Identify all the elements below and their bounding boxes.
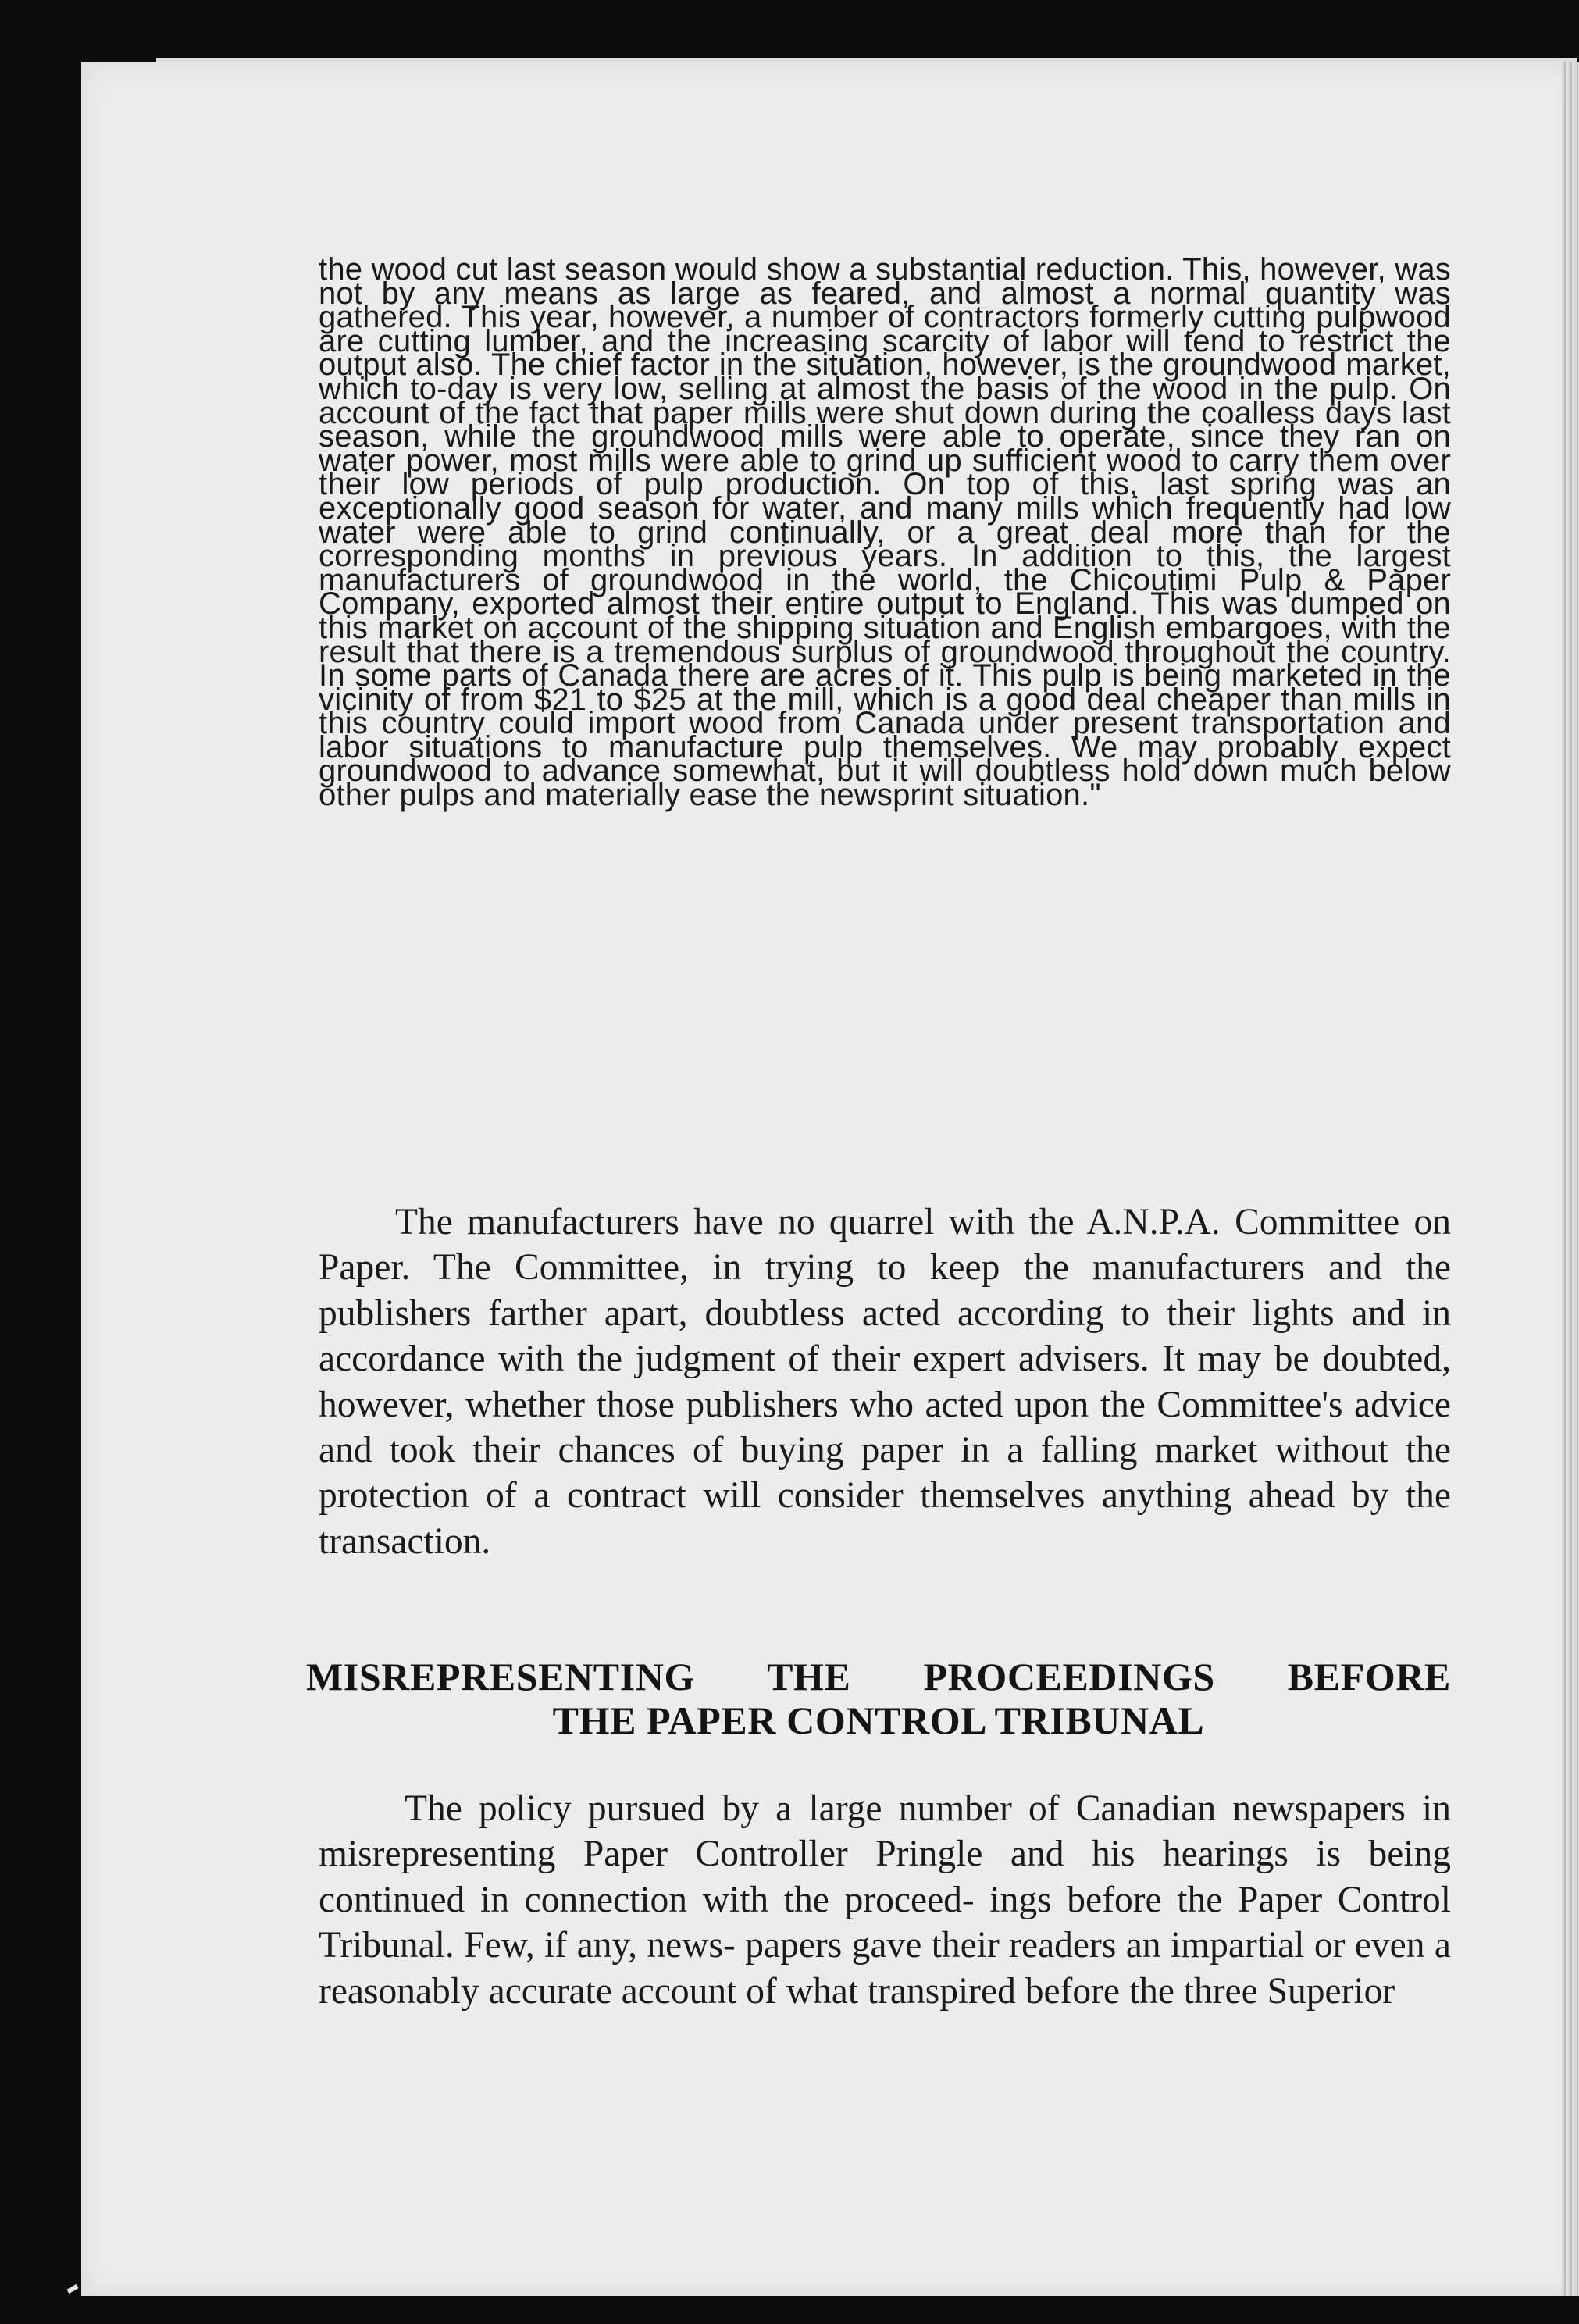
section-heading-line-2: THE PAPER CONTROL TRIBUNAL [552,1698,1205,1742]
body-paragraph-1: The manufacturers have no quarrel with the A.N.P.A. Committee on Paper. The Committee, in trying to keep the manufacturers and the publishers farther apart, doubtless acted according to their lights and in accordance with the judgment of their expert advisers. It may be doubted, however, whether those publishers who acted upon the Committee's advice and took their chances of buying paper in a falling market without the protection of a contract will consider themselves anything ahead by the transaction. [319,1202,1451,1562]
body-paragraph-2: The policy pursued by a large number of Canadian newspapers in misrepresenting Paper Controller Pringle and his hearings is being continued in connection with the proceed- ings before the Paper Control Tribunal. Few, if any, news- papers gave their readers an impartial or even a reasonably accurate account of what transpired before the three Superior [319,1788,1451,2012]
section-heading [306,1655,1451,1742]
page-edge-right [1562,62,1579,2296]
section-heading-line-1: MISREPRESENTING THE PROCEEDINGS BEFORE [306,1655,1451,1698]
quoted-paragraph: the wood cut last season would show a substantial reduction. This, however, was not by any means as large as feared, and almost a normal quantity was gathered. This year, however, a number of contractors formerly cutting pulpwood are cutting lumber, and the increasing scarcity of labor will tend to restrict the output also. The chief factor in the situation, however, is the groundwood market, which to-day is very low, selling at almost the basis of the wood in the pulp. On account of the fact that paper mills were shut down during the coalless days last season, while the groundwood mills were able to operate, since they ran on water power, most mills were able to grind up sufficient wood to carry them over their low periods of pulp production. On top of this, last spring was an exceptionally good season for water, and many mills which frequently had low water were able to grind continually, or a great deal more than for the corresponding months in previous years. In addition to this, the largest manufacturers of groundwood in the world, the Chicoutimi Pulp & Paper Company, exported almost their entire output to England. This was dumped on this market on account of the shipping situation and English embargoes, with the result that there is a tremendous surplus of groundwood throughout the country. In some parts of Canada there are acres of it. This pulp is being marketed in the vicinity of from $21 to $25 at the mill, which is a good deal cheaper than mills in this country could import wood from Canada under present transportation and labor situations to manufacture pulp themselves. We may probably expect groundwood to advance somewhat, but it will doubtless hold down much below other pulps and materially ease the newsprint situation." [319,252,1451,813]
scan-speck [66,2284,78,2294]
